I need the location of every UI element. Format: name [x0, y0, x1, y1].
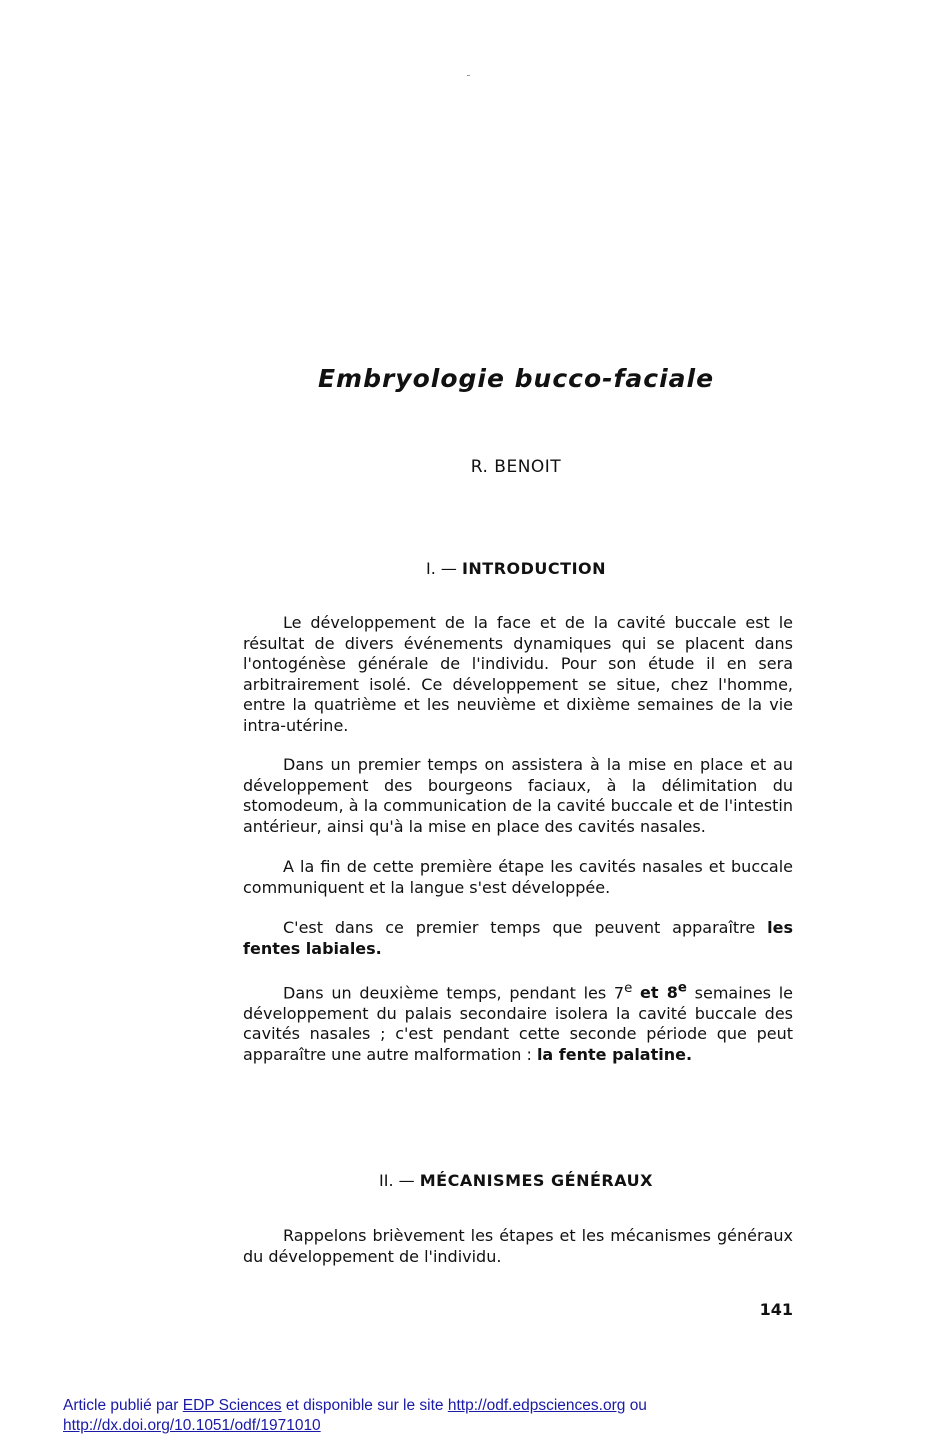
section-number: I. —: [425, 559, 457, 578]
publisher-footer: [63, 1396, 883, 1436]
paragraph-5-text-a: Dans un deuxième temps, pendant les 7: [283, 983, 625, 1003]
site-link[interactable]: http://odf.edpsciences.org: [447, 1397, 626, 1414]
doi-link[interactable]: http://dx.doi.org/10.1051/odf/1971010: [63, 1417, 321, 1434]
section-heading-mecanismes: [0, 1171, 930, 1190]
paragraph-3: A la fin de cette première étape les cavités nasales et buccale communiquent et la langue s'est développée.: [243, 857, 793, 897]
scan-artifact: [467, 75, 470, 76]
superscript: e: [677, 981, 687, 996]
section-title: INTRODUCTION: [461, 559, 607, 578]
section-title: MÉCANISMES GÉNÉRAUX: [419, 1171, 653, 1190]
paragraph-1: Le développement de la face et de la cavité buccale est le résultat de divers événements dynamiques qui se placent dans l'ontogénèse générale de l'individu. Pour son étude il en sera arbitrairement isolé. Ce développement se situe, chez l'homme, entre la quatrième et les neuvième et dixième semaines de la vie intra-utérine.: [243, 613, 793, 735]
introduction-body: [243, 613, 793, 1065]
section-number: II. —: [379, 1171, 415, 1190]
article-title: Embryologie bucco-faciale: [317, 364, 715, 393]
paragraph-5-text-c: semaines le développement du palais secondaire isolera la cavité buccale des cavités nasales ; c'est pendant cette seconde période que peut apparaître une autre malformation :: [243, 983, 793, 1064]
section-heading-introduction: [0, 559, 930, 578]
emphasis-fentes-labiales: les fentes labiales.: [243, 918, 793, 958]
superscript: e: [624, 981, 633, 996]
edp-sciences-link[interactable]: EDP Sciences: [182, 1397, 282, 1414]
footer-middle: et disponible sur le site: [285, 1397, 444, 1414]
emphasis-fente-palatine: la fente palatine.: [536, 1044, 693, 1064]
paragraph-4: [243, 918, 793, 959]
author-name: R. BENOIT: [470, 457, 562, 477]
page-number: 141: [759, 1300, 793, 1319]
paragraph-5: [243, 979, 793, 1065]
footer-suffix: ou: [629, 1397, 647, 1414]
paragraph-4-text: C'est dans ce premier temps que peuvent apparaître: [283, 918, 756, 937]
paragraph-6: Rappelons brièvement les étapes et les mécanismes généraux du développement de l'individu.: [243, 1226, 793, 1266]
paragraph-2: Dans un premier temps on assistera à la mise en place et au développement des bourgeons faciaux, à la délimitation du stomodeum, à la communication de la cavité buccale et de l'intestin antérieur, ainsi qu'à la mise en place des cavités nasales.: [243, 755, 793, 836]
mecanismes-body: [243, 1226, 793, 1267]
footer-prefix: Article publié par: [63, 1397, 179, 1414]
paragraph-5-text-b: et 8e: [640, 981, 687, 1003]
